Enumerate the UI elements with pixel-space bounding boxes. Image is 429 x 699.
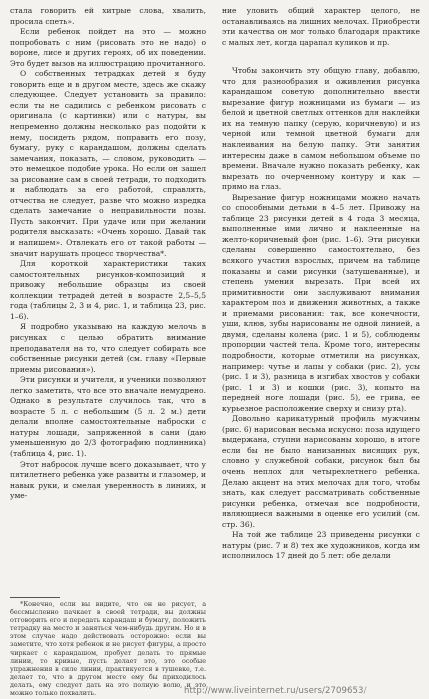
paragraph: О собственных тетрадках детей я буду говорить еще и в другом месте, здесь же скажу следующее. Следует установить за правило: если ты не садились с ребенком рисовать с оригинала (с картинки) или с натуры, вы непременно должны несколько раз подойти к нему, посидеть рядом, поправить его позу, бумагу, руку с карандашом, должны сделать замечания, показать, — словом, руководить — это немецкое подобие урока. Но если он зашел за рисование сам в своей тетради, то подходить и наблюдать за его работой, справлять, отчества не следует, разве что можно изредка сделать замечание о неправильности позы. Пусть закончит. При удаче или при желании родителя высказать: «Очень хорошо. Давай так и напишем». Отвлекать его от такой работы — значит нарушать процесс творчества*. xyxy=(10,69,206,258)
paragraph: Я подробно указываю на каждую мелочь в рисунках с целью обратить внимание преподавателя на то, что следует собирать все собственные рисунки детей (см. главу «Первые приемы рисования»). xyxy=(10,322,206,374)
paragraph: Чтобы закончить эту общую главу, добавлю, что для разнообразия и оживления рисунка карандашом советую дополнительно ввести вырезание фигур ножницами из бумаги — из белой и цветной светлых оттенков для наклейки их на темную папку (серую, коричневую) и из черной или темной цветной бумаги для наклеивания на белую папку. Эти занятия интересны даже в самом небольшом объеме по времени. Вначале нужно показать ребенку, как вырезать по очерченному контуру и как — прямо на глаз. xyxy=(222,66,420,192)
watermark-prefix: http://www.liveinternet.ru/users/ xyxy=(184,686,325,696)
left-column xyxy=(10,6,206,502)
paragraph: Эти рисунки и учителя, и ученики позволяют легко заметить, что все это вначале немудрено. Однако в результате случилось так, что в возрасте 5 л. с небольшим (5 л. 2 м.) дети делали вполне самостоятельные наброски с натуры лошади, запряженной в сани (даю уменьшенную до 2/3 фотографию подлинника) (таблица 4, рис. 1). xyxy=(10,375,206,458)
paragraph: Довольно карикатурный профиль мужчины (рис. 6) нарисован весьма искусно: поза идущего выдержана, ступни нарисованы хорошо, в итоге если бы не было нанизанных висящих рук, словно у служебной собаки, рисунок был бы очень неплох для четырехлетнего ребенка. Делаю акцент на этих мелочах для того, чтобы знать, как следует рассматривать собственные рисунки ребенка, отмечая все подробности, являющиеся важными в оценке его усилий (см. стр. 36). xyxy=(222,414,420,529)
paragraph: На той же таблице 23 приведены рисунки с натуры (рис. 7 и 8) тех же художников, когда им исполнилось 17 дней до 5 лет: обе делали xyxy=(222,530,420,561)
right-column xyxy=(222,6,420,562)
paragraph: Этот набросок лучше всего доказывает, что у пятилетнего ребенка уже развиты и глазомер, и навык руки, и смелая уверенность в линиях, и уме- xyxy=(10,459,206,501)
paragraph: Для короткой характеристики таких самостоятельных рисунков-композиций я привожу небольшие образцы из своей коллекции тетрадей детей в возрасте 2,5–5,5 года (таблицы 2, 3 и 4, рис. 1, и таблица 23, рис. 1–6). xyxy=(10,259,206,321)
footnote-text: *Конечно, если вы видите, что он не рисует, а бессмысленно пачкает в своей тетради, вы должны отговорить его и передать карандаш и бумагу, положить тетрадку на место и заняться чем-нибудь другим. Но и в этом случае надо действовать осторожно: если вы заметите, что хотя ребенок и не рисует фигуры, а просто чиркает с карандашом, пробует делать то прямые линии, то кривые, пусть делает это, это особые упражнения в силе линии, практикуется в тушевке, т.е. делает то, что в другом месте ему бы приходилось делать, ему следует дать на это полную волю, и это можно только похвалить. xyxy=(10,600,206,698)
footnote xyxy=(10,597,206,697)
paragraph: Если ребенок пойдет на это — можно попробовать с ним (рисовать это не надо) о вороне, лисе и других героях, об их поведении. Это будет вызов на иллюстрацию прочитанного. xyxy=(10,27,206,68)
paragraph: стала говорить ей хитрые слова, хвалить, просила спеть». xyxy=(10,6,206,26)
footnote-divider xyxy=(10,597,60,598)
watermark-url xyxy=(184,686,367,696)
watermark-id: 2709653 xyxy=(325,686,364,696)
paragraph: ние уловить общий характер целого, не останавливаясь на лишних мелочах. Приобрести эти качества он мог только благодаря практике с малых лет, когда царапал куликов и пр. xyxy=(222,6,420,47)
section-gap xyxy=(222,48,420,66)
watermark-suffix: / xyxy=(363,686,367,696)
paragraph: Вырезание фигур ножницами можно начать со способными детьми в 4–5 лет. Привожу на таблице 23 рисунки детей в 4 года 3 месяца, выполненные ими лично и наклеенные на желто-коричневый фон (рис. 1–6). Эти рисунки сделаны совершенно самостоятельно, без всякого участия взрослых, причем на таблице показаны и сами рисунки (затушеванные), и степень умения вырезать. При всей их примитивности они заслуживают внимания характером поз и движения животных, а также и приемами рисования: так, все конечности, уши, клюв, зубы нарисованы не одной линией, а двумя, сделаны колена (рис. 1 и 5), соблюдены пропорции частей тела. Кроме того, интересны подробности, которые отметили на рисунках, например: чутье и лапы у собаки (рис. 2), усы (рис. 1 и 3), разница в изгибах хвостов у собаки (рис. 1 и 3) и кошки (рис. 3), копыто на передней ноге лошади (рис. 5), ее грива, ее курьезное расположение сверху и снизу рта). xyxy=(222,192,420,413)
